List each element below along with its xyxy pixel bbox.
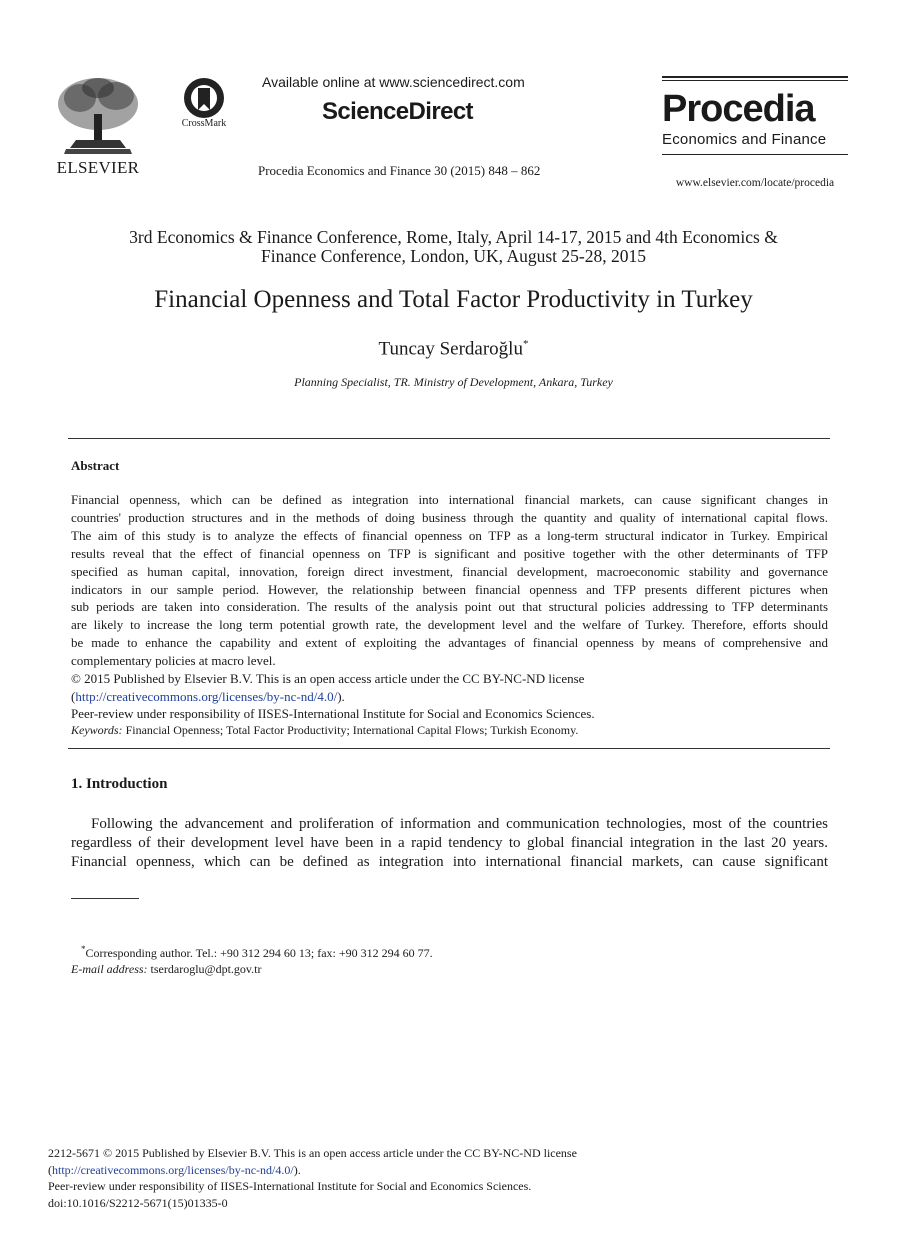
abstract-line: sub periods are taken into consideration. The results of the analysis point out that structural policies addressing to TFP determinants [71,599,828,615]
procedia-subtitle: Economics and Finance [662,131,827,148]
abstract-line: are likely to increase the long term potential growth rate, the development level and the welfare of Turkey. Therefore, efforts should [71,617,828,633]
abstract-line: indicators in our sample period. However, the relationship between financial openness and TFP presents different pictures when [71,581,828,597]
footer-doi[interactable]: doi:10.1016/S2212-5671(15)01335-0 [48,1195,228,1210]
abstract-line: complementary policies at macro level. [71,653,276,669]
procedia-logo [662,76,848,155]
keywords-list: Financial Openness; Total Factor Productivity; International Capital Flows; Turkish Economy. [125,723,579,737]
footer-license: (http://creativecommons.org/licenses/by-nc-nd/4.0/). [48,1162,301,1177]
procedia-rule-thin [662,80,848,81]
peer-review-text: Peer-review under responsibility of IISES-International Institute for Social and Economics Sciences. [71,706,595,721]
author-affiliation: Planning Specialist, TR. Ministry of Development, Ankara, Turkey [294,375,613,389]
intro-line: Following the advancement and proliferation of information and communication technologies, most of the countries [91,816,828,832]
keywords-label: Keywords: [71,723,123,737]
paper-title: Financial Openness and Total Factor Productivity in Turkey [154,286,753,313]
abstract-line: be made to enhance the capability and extent of exploiting the advantages of financial openness by means of comprehensive and [71,635,828,651]
abstract-line: specified as human capital, innovation, foreign direct investment, financial development, macroeconomic stability and governance [71,563,828,579]
copyright-text: © 2015 Published by Elsevier B.V. This is an open access article under the CC BY-NC-ND license [71,671,585,686]
procedia-rule-bottom [662,154,848,155]
conference-line: 3rd Economics & Finance Conference, Rome, Italy, April 14-17, 2015 and 4th Economics & [129,227,778,247]
publisher-name: ELSEVIER [56,158,140,177]
abstract-rule-bottom [68,748,830,749]
author-name [60,338,847,360]
procedia-rule [662,76,848,78]
abstract-line: countries' production structures and in the methods of doing business through the quantity and quality of international capital flows. [71,509,828,525]
email-label: E-mail address: [71,962,148,976]
keywords [71,723,828,738]
footnote-mark: * [81,944,86,954]
abstract-line: results reveal that the effect of financial openness on TFP is significant and positive together with the other determinants of TFP [71,545,828,561]
corresponding-text: Corresponding author. Tel.: +90 312 294 60 13; fax: +90 312 294 60 77. [85,946,433,960]
abstract-rule-top [68,438,830,439]
license-link[interactable]: http://creativecommons.org/licenses/by-nc-nd/4.0/ [75,688,338,704]
abstract-body [71,491,828,670]
footnote-rule [71,898,139,899]
section-heading: 1. Introduction [71,776,168,792]
journal-url-link[interactable]: www.elsevier.com/locate/procedia [675,177,835,189]
procedia-title: Procedia [662,88,815,130]
footer-peer-review: Peer-review under responsibility of IISES-International Institute for Social and Economics Sciences. [48,1179,532,1193]
abstract-line: Financial openness, which can be defined as integration into international financial markets, can cause significant changes in [71,492,828,507]
available-online-text: Available online at www.sciencedirect.com [262,74,525,90]
intro-line: Financial openness, which can be defined as integration into international financial markets, can cause significant [71,854,828,871]
conference-line: Finance Conference, London, UK, August 25-28, 2015 [261,246,646,266]
page-footer [48,1145,848,1211]
author-footnote-mark[interactable]: * [522,338,529,350]
author-text: Tuncay Serdaroğlu [378,338,523,360]
email-line [71,961,828,977]
journal-citation: Procedia Economics and Finance 30 (2015) 848 – 862 [258,163,541,178]
crossmark-label: CrossMark [181,118,227,129]
email-address[interactable]: tserdaroglu@dpt.gov.tr [150,962,262,976]
abstract-line: The aim of this study is to analyze the effects of financial openness on TFP as a long-term structural indicator in Turkey. Empirical [71,527,828,543]
footnote [71,941,828,977]
license-block [71,670,828,723]
footer-license-link[interactable]: http://creativecommons.org/licenses/by-nc-nd/4.0/ [52,1162,294,1177]
intro-line: regardless of their development level have been in a rapid tendency to global financial integration in the last 20 years. [71,835,828,852]
footer-issn: 2212-5671 © 2015 Published by Elsevier B.V. This is an open access article under the CC BY-NC-ND license [48,1146,577,1160]
corresponding-author [71,941,828,961]
sciencedirect-logo[interactable]: ScienceDirect [322,98,473,125]
abstract-heading: Abstract [71,458,120,473]
introduction-body [71,815,828,873]
license-line: (http://creativecommons.org/licenses/by-nc-nd/4.0/). [71,688,345,704]
conference-info [60,228,847,266]
